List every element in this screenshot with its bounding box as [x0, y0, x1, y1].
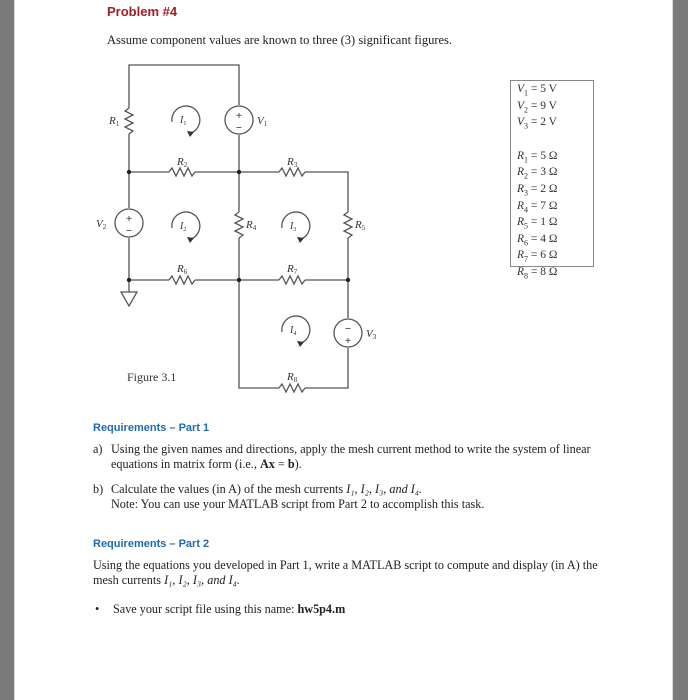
part2-bullet-item: • Save your script file using this name: hw5p4.m — [95, 602, 346, 616]
figure-caption: Figure 3.1 — [127, 370, 177, 384]
label-i1: $I_1$ — [180, 115, 187, 127]
bullet-marker: • — [95, 602, 100, 616]
v3-minus-sign: − — [344, 323, 352, 335]
mesh-current-i3-arrow — [282, 212, 310, 239]
label-r4: R4 — [246, 219, 257, 232]
value-r2: $R_2 = 3$ Ω — [517, 166, 558, 181]
document-page — [14, 0, 673, 700]
v1-plus-sign: + — [235, 110, 243, 122]
label-i2: $I_2$ — [180, 221, 187, 233]
value-r7: $R_7 = 6$ Ω — [517, 249, 558, 264]
resistor-r4 — [235, 212, 243, 238]
resistor-r5 — [344, 212, 352, 238]
part1-item-b: b) Calculate the values (in A) of the mesh currents I₁, I₂, I₃, and I₄. Note: You can use your MATLAB script from Part 2 to accomplish this task. — [93, 482, 485, 511]
label-r6: R6 — [177, 263, 188, 276]
label-v1: V1 — [257, 115, 268, 128]
value-r4: $R_4 = 7$ Ω — [517, 199, 558, 214]
label-i4: $I_4$ — [290, 325, 297, 337]
value-r8: $R_8 = 8$ Ω — [517, 265, 558, 281]
label-v3: V3 — [366, 328, 377, 341]
v1-minus-sign: − — [235, 122, 243, 134]
value-r1: $R_1 = 5$ Ω — [517, 149, 558, 165]
v2-plus-sign: + — [125, 213, 133, 225]
label-r2: R2 — [177, 156, 188, 169]
value-v3: $V_3 = 2$ V — [517, 116, 557, 131]
resistor-r1 — [125, 108, 133, 138]
value-r5: $R_5 = 1$ Ω — [517, 216, 558, 231]
part1-item-a: a) Using the given names and directions, apply the mesh current method to write the system of linear equations in matrix form (i.e., Ax = b). — [93, 442, 591, 471]
label-r5: R5 — [355, 219, 366, 232]
label-v2: V2 — [96, 218, 107, 231]
value-v2: $V_2 = 9$ V — [517, 99, 557, 114]
value-r6: $R_6 = 4$ Ω — [517, 232, 558, 248]
resistor-r6 — [169, 276, 195, 284]
label-r8: R8 — [287, 371, 298, 384]
component-values-box — [510, 80, 594, 281]
script-filename: hw5p4.m — [297, 602, 346, 616]
label-r3: R3 — [287, 156, 298, 169]
part2-heading: Requirements – Part 2 — [93, 538, 210, 550]
item-a-marker: a) — [93, 442, 103, 456]
v3-plus-sign: + — [344, 335, 352, 347]
label-i3: $I_3$ — [290, 221, 297, 233]
label-r7: R7 — [287, 263, 298, 276]
resistor-r7 — [279, 276, 305, 284]
mesh-current-i4-arrow — [282, 316, 310, 343]
label-r1: R1 — [109, 115, 120, 128]
value-v1: $V_1 = 5$ V — [517, 83, 557, 98]
part1-heading: Requirements – Part 1 — [93, 422, 210, 434]
mesh-current-i1-arrow — [172, 106, 200, 133]
resistor-r2 — [169, 168, 195, 176]
ground-symbol — [121, 292, 137, 306]
problem-title: Problem #4 — [107, 4, 178, 19]
item-b-marker: b) — [93, 482, 104, 496]
part2-paragraph: Using the equations you developed in Part 1, write a MATLAB script to compute and display (in A) the mesh currents I₁, I₂, I₃, and I₄. — [93, 558, 598, 587]
v2-minus-sign: − — [125, 225, 133, 237]
problem-intro: Assume component values are known to three (3) significant figures. — [107, 33, 453, 47]
value-r3: $R_3 = 2$ Ω — [517, 182, 558, 198]
resistor-r8 — [279, 384, 305, 392]
mesh-current-i2-arrow — [172, 212, 200, 239]
resistor-r3 — [279, 168, 305, 176]
